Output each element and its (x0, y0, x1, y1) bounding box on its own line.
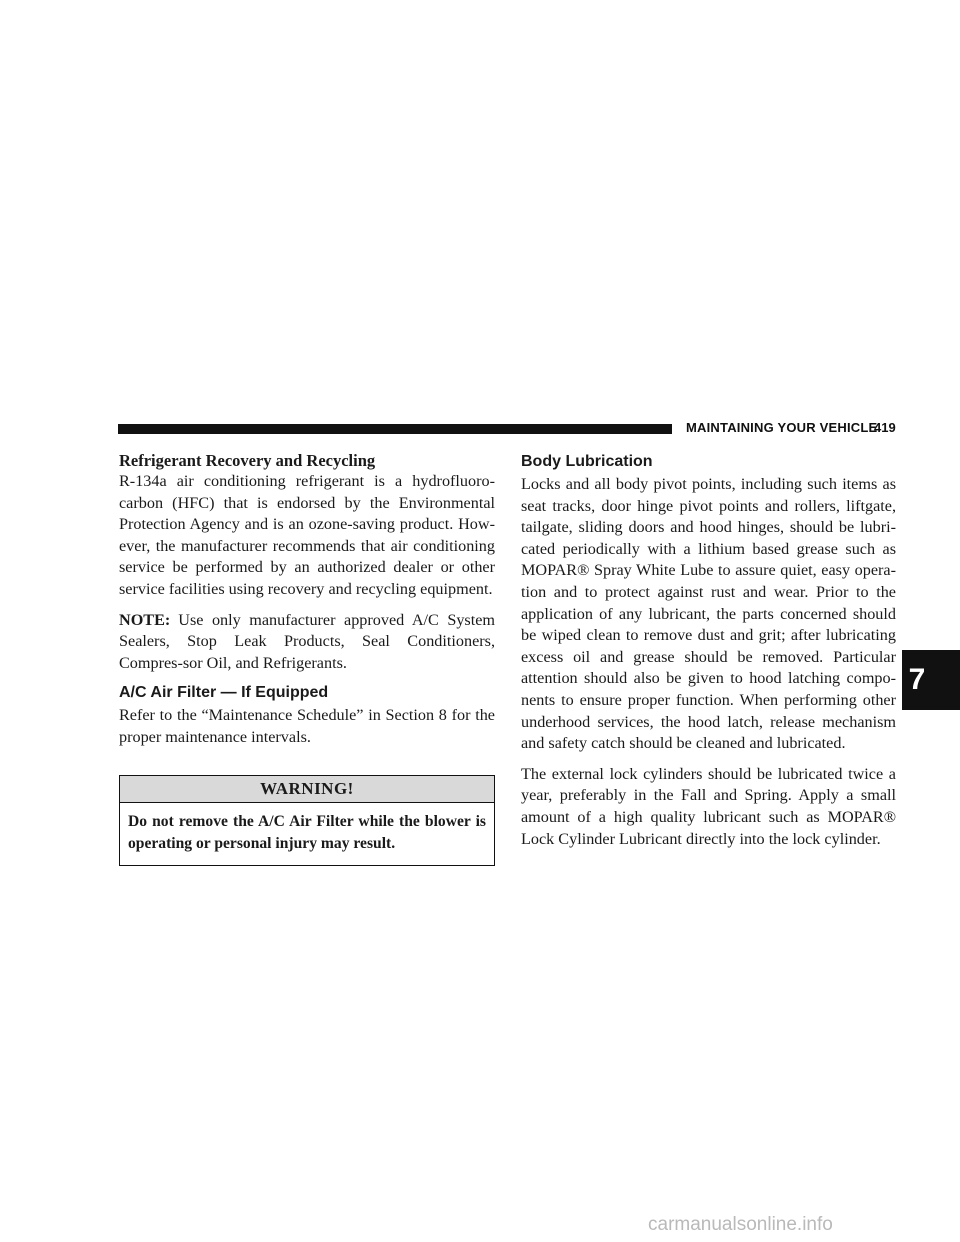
body-lubrication-paragraph-2: The external lock cylinders should be lubricated twice a year, preferably in the Fall and Spring. Apply a small amount of a high quality lubricant such as MOPAR® Lock Cylinder Lubricant directly into the lock cylinder. (521, 764, 896, 848)
refrigerant-recovery-heading: Refrigerant Recovery and Recycling (119, 451, 376, 470)
right-column (521, 450, 896, 859)
watermark: carmanualsonline.info (648, 1214, 833, 1235)
note-paragraph (119, 610, 495, 675)
refrigerant-recovery-paragraph: R-134a air conditioning refrigerant is a hydrofluoro-carbon (HFC) that is endorsed by the Environmental Protection Agency and is an ozone-saving product. How-ever, the manufacturer recommends that air conditioning service be performed by an authorized dealer or other service facilities using recovery and recycling equipment. (119, 472, 495, 598)
header-rule (118, 424, 672, 434)
body-lubrication-paragraph-1: Locks and all body pivot points, including such items as seat tracks, door hinge pivot points and rollers, liftgate, tailgate, sliding doors and hood hinges, should be lubri-cated periodically with a lithium based grease such as MOPAR® Spray White Lube to assure quiet, easy opera-tion and to protect against rust and wear. Prior to the application of any lubricant, the parts concerned should be wiped clean to remove dust and grit; after lubricating excess oil and grease should be removed. Particular attention should also be given to hood latching compo-nents to ensure proper function. When performing other underhood services, the hood latch, release mechanism and safety catch should be cleaned and lubricated. (521, 475, 896, 753)
section-tab-number: 7 (908, 663, 926, 696)
warning-box (119, 775, 495, 866)
warning-text: Do not remove the A/C Air Filter while the blower is operating or personal injury may result. (128, 812, 486, 852)
ac-air-filter-heading: A/C Air Filter — If Equipped (119, 684, 329, 702)
warning-title: WARNING! (120, 776, 494, 803)
body-lubrication-heading: Body Lubrication (521, 453, 653, 470)
left-column (119, 450, 495, 866)
ac-air-filter-paragraph: Refer to the “Maintenance Schedule” in Section 8 for the proper maintenance intervals. (119, 706, 495, 746)
note-label: NOTE: (119, 610, 171, 629)
note-text: Use only manufacturer approved A/C System Sealers, Stop Leak Products, Seal Conditioners, Compres-sor Oil, and Refrigerants. (119, 610, 495, 672)
page-number: 419 (874, 420, 896, 435)
running-header-title: MAINTAINING YOUR VEHICLE (686, 420, 878, 435)
